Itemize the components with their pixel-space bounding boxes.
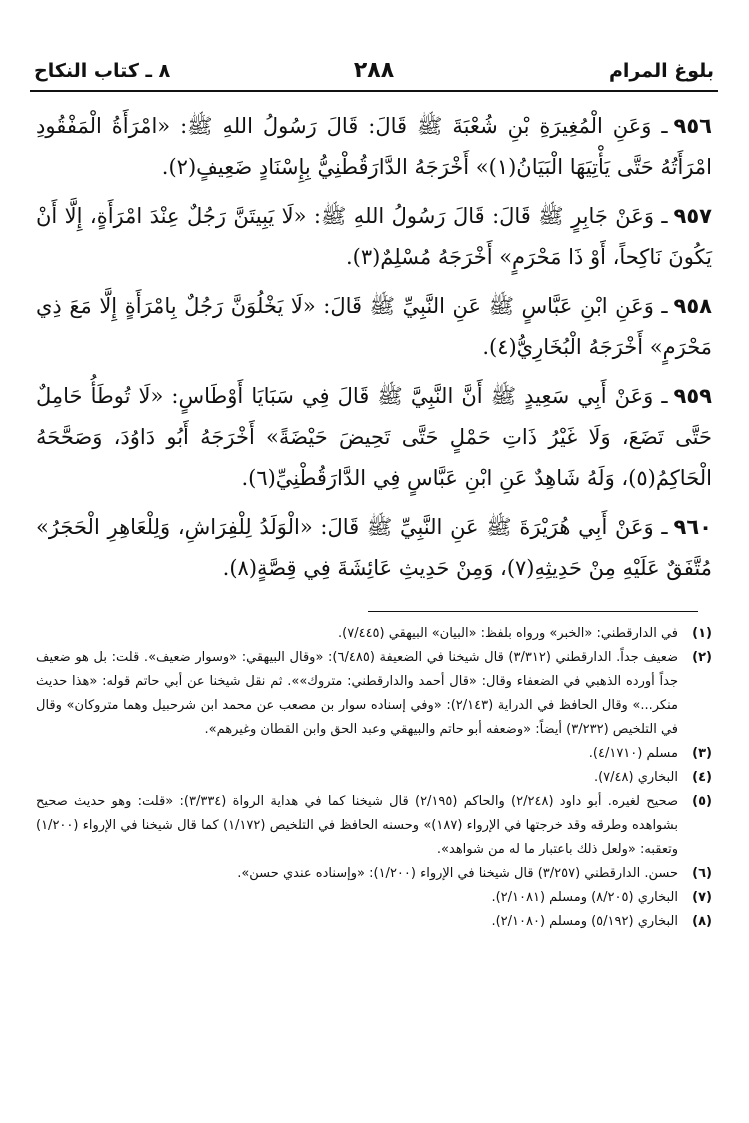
hadith-text: ـ وَعَنْ جَابِرٍ ﷺ قَالَ: قَالَ رَسُولُ اللهِ ﷺ: «لَا يَبِيتَنَّ رَجُلٌ عِنْدَ امْرَأَةٍ، إِلَّا أَنْ يَكُونَ نَاكِحاً، أَوْ ذَا مَحْرَمٍ» أَخْرَجَهُ مُسْلِمٌ(٣). [36, 204, 712, 269]
footnote-text: صحيح لغيره. أبو داود (٢/٢٤٨) والحاكم (٢/١٩٥) قال شيخنا كما في هداية الرواة (٣/٣٣٤): «قلت: وهو حديث صحيح بشواهده وطرقه وقد خرجتها في الإرواء (١٨٧)» وحسنه الحافظ في التلخيص (١/١٧٢) كما قال شيخنا في الإرواء (١/٢٠٠) وتعقبه: «ولعل ذلك باعتبار ما له من شواهد». [36, 794, 679, 857]
footnote-number: (٥) [692, 794, 712, 809]
footnote-number: (٧) [692, 890, 712, 905]
hadith-list [30, 106, 718, 589]
footnote-text: مسلم (٤/١٧١٠). [588, 746, 678, 761]
footnote [36, 790, 712, 862]
footnote [36, 742, 712, 766]
footnote [36, 622, 712, 646]
hadith-956 [30, 106, 718, 188]
footnote [36, 862, 712, 886]
hadith-number: ٩٥٩ [673, 384, 712, 408]
hadith-number: ٩٥٨ [673, 294, 712, 318]
page-number: ٢٨٨ [353, 58, 395, 83]
footnote-number: (٤) [692, 770, 712, 785]
footnote-text: البخاري (٨/٢٠٥) ومسلم (٢/١٠٨١). [491, 890, 678, 905]
footnote-number: (٢) [692, 650, 712, 665]
footnotes [30, 622, 718, 934]
footnote [36, 910, 712, 934]
footnote-text: البخاري (٧/٤٨). [593, 770, 678, 785]
hadith-text: ـ وَعَنْ أَبِي سَعِيدٍ ﷺ أَنَّ النَّبِيَّ ﷺ قَالَ فِي سَبَايَا أَوْطَاسٍ: «لَا تُوطَأُ حَامِلٌ حَتَّى تَضَعَ، وَلَا غَيْرُ ذَاتِ حَمْلٍ حَتَّى تَحِيضَ حَيْضَةً» أَخْرَجَهُ أَبُو دَاوُدَ، وَصَحَّحَهُ الْحَاكِمُ(٥)، وَلَهُ شَاهِدٌ عَنِ ابْنِ عَبَّاسٍ فِي الدَّارَقُطْنِيِّ(٦). [36, 384, 712, 490]
hadith-text: ـ وَعَنِ ابْنِ عَبَّاسٍ ﷺ عَنِ النَّبِيِّ ﷺ قَالَ: «لَا يَخْلُوَنَّ رَجُلٌ بِامْرَأَةٍ إِلَّا مَعَ ذِي مَحْرَمٍ» أَخْرَجَهُ الْبُخَارِيُّ(٤). [36, 294, 712, 359]
footnote-text: ضعيف جداً. الدارقطني (٣/٣١٢) قال شيخنا في الضعيفة (٦/٤٨٥): «وقال البيهقي: «وسوار ضعيف». قلت: بل هو ضعيف جداً أورده الذهبي في الضعفاء وقال: «قال أحمد والدارقطني: متروك»». ثم نقل شيخنا عن أبي حاتم قوله: «هذا حديث منكر...» وقال الحافظ في الدراية (٢/١٤٣): «وفي إسناده سوار بن مصعب عن محمد ابن شرحبيل وهما متروكان» وقال في التلخيص (٣/٢٣٢) أيضاً: «وضعفه أبو حاتم والبيهقي وعبد الحق وابن القطان وغيرهم». [36, 650, 679, 737]
hadith-number: ٩٥٧ [673, 204, 712, 228]
footnote-number: (٨) [692, 914, 712, 929]
hadith-957 [30, 196, 718, 278]
footnote-number: (٦) [692, 866, 712, 881]
footnote [36, 646, 712, 742]
hadith-text: ـ وَعَنْ أَبِي هُرَيْرَةَ ﷺ عَنِ النَّبِيِّ ﷺ قَالَ: «الْوَلَدُ لِلْفِرَاشِ، وَلِلْعَاهِرِ الْحَجَرُ» مُتَّفَقٌ عَلَيْهِ مِنْ حَدِيثِهِ(٧)، وَمِنْ حَدِيثِ عَائِشَةَ فِي قِصَّةٍ(٨). [36, 515, 712, 580]
hadith-958 [30, 286, 718, 368]
hadith-960 [30, 507, 718, 589]
hadith-number: ٩٥٦ [673, 114, 712, 138]
footnote-number: (٣) [692, 746, 712, 761]
footnote-number: (١) [692, 626, 712, 641]
footnote-text: حسن. الدارقطني (٣/٢٥٧) قال شيخنا في الإرواء (١/٢٠٠): «وإسناده عندي حسن». [237, 866, 678, 881]
book-title: بلوغ المرام [608, 60, 714, 82]
book-page [30, 50, 718, 934]
page-header [30, 50, 718, 92]
chapter-title: ٨ ـ كتاب النكاح [34, 60, 171, 82]
hadith-text: ـ وَعَنِ الْمُغِيرَةِ بْنِ شُعْبَةَ ﷺ قَالَ: قَالَ رَسُولُ اللهِ ﷺ: «امْرَأَةُ الْمَفْقُودِ امْرَأَتُهُ حَتَّى يَأْتِيَهَا الْبَيَانُ(١)» أَخْرَجَهُ الدَّارَقُطْنِيُّ بِإِسْنَادٍ ضَعِيفٍ(٢). [36, 114, 712, 179]
footnote-divider [368, 611, 698, 612]
footnote-text: في الدارقطني: «الخبر» ورواه بلفظ: «البيان» البيهقي (٧/٤٤٥). [338, 626, 678, 641]
footnote [36, 766, 712, 790]
hadith-959 [30, 376, 718, 499]
footnote-text: البخاري (٥/١٩٢) ومسلم (٢/١٠٨٠). [491, 914, 678, 929]
hadith-number: ٩٦٠ [673, 515, 712, 539]
footnote [36, 886, 712, 910]
